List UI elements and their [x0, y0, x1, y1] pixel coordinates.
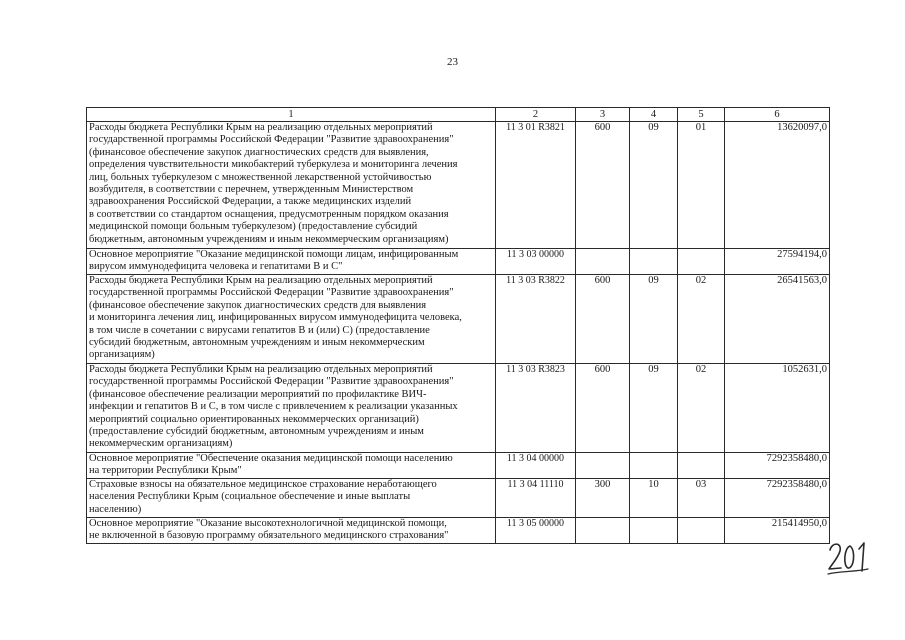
header-col-2: 2: [496, 108, 576, 122]
row-section: 09: [630, 275, 678, 364]
row-description: Расходы бюджета Республики Крым на реализацию отдельных мероприятий государственной программы Российской Федерации "Развитие здравоохранения" (финансовое обеспечение закупок диагностических средств для выявления, определения чувствительности микобактерий туберкулеза и мониторинга лечения лиц, больных туберкулезом с множественной лекарственной устойчивостью возбудителя, в соответствии с перечнем, утвержденным Министерством здравоохранения Российской Федерации, а также медицинских изделий в соответствии со стандартом оснащения, предусмотренным порядком оказания медицинской помощи больным туберкулезом) (предоставление субсидий бюджетным, автономным учреждениям и иным некоммерческим организациям): [87, 122, 496, 249]
row-amount: 26541563,0: [725, 275, 830, 364]
row-subsection: 01: [678, 122, 725, 249]
header-col-4: 4: [630, 108, 678, 122]
row-description: Основное мероприятие "Обеспечение оказания медицинской помощи населению на территории Республики Крым": [87, 453, 496, 479]
row-amount: 27594194,0: [725, 249, 830, 275]
header-col-3: 3: [576, 108, 630, 122]
row-expense-type: 600: [576, 122, 630, 249]
row-amount: 1052631,0: [725, 364, 830, 453]
header-col-6: 6: [725, 108, 830, 122]
row-expense-type: 300: [576, 479, 630, 518]
row-section: [630, 453, 678, 479]
row-description: Основное мероприятие "Оказание медицинской помощи лицам, инфицированным вирусом иммунодефицита человека и гепатитами В и С": [87, 249, 496, 275]
row-subsection: [678, 249, 725, 275]
row-section: [630, 249, 678, 275]
row-section: 09: [630, 364, 678, 453]
row-amount: 215414950,0: [725, 518, 830, 544]
row-code: 11 3 03 00000: [496, 249, 576, 275]
row-expense-type: 600: [576, 364, 630, 453]
header-col-5: 5: [678, 108, 725, 122]
table-row: [87, 518, 830, 544]
table-row: [87, 453, 830, 479]
header-col-1: 1: [87, 108, 496, 122]
row-subsection: [678, 518, 725, 544]
row-expense-type: 600: [576, 275, 630, 364]
table-row: [87, 275, 830, 364]
row-section: 10: [630, 479, 678, 518]
row-subsection: 02: [678, 364, 725, 453]
row-code: 11 3 04 00000: [496, 453, 576, 479]
page-number: 23: [447, 56, 458, 68]
table-row: [87, 249, 830, 275]
table-header-row: [87, 108, 830, 122]
budget-table: [86, 107, 830, 544]
table-row: [87, 364, 830, 453]
row-subsection: [678, 453, 725, 479]
row-amount: 13620097,0: [725, 122, 830, 249]
row-description: Расходы бюджета Республики Крым на реализацию отдельных мероприятий государственной программы Российской Федерации "Развитие здравоохранения" (финансовое обеспечение закупок диагностических средств для выявления и мониторинга лечения лиц, инфицированных вирусом иммунодефицита человека, в том числе в сочетании с вирусами гепатитов В и (или) С) (предоставление субсидий бюджетным, автономным учреждениям и иным некоммерческим организациям): [87, 275, 496, 364]
row-code: 11 3 04 11110: [496, 479, 576, 518]
row-subsection: 02: [678, 275, 725, 364]
row-expense-type: [576, 518, 630, 544]
row-description: Расходы бюджета Республики Крым на реализацию отдельных мероприятий государственной программы Российской Федерации "Развитие здравоохранения" (финансовое обеспечение реализации мероприятий по профилактике ВИЧ- инфекции и гепатитов В и С, в том числе с привлечением к реализации указанных мероприятий социально ориентированных некоммерческих организаций) (предоставление субсидий бюджетным, автономным учреждениям и иным некоммерческим организациям): [87, 364, 496, 453]
row-code: 11 3 05 00000: [496, 518, 576, 544]
row-amount: 7292358480,0: [725, 453, 830, 479]
row-expense-type: [576, 453, 630, 479]
row-expense-type: [576, 249, 630, 275]
row-section: [630, 518, 678, 544]
table-row: [87, 122, 830, 249]
row-description: Страховые взносы на обязательное медицинское страхование неработающего населения Республики Крым (социальное обеспечение и иные выплаты населению): [87, 479, 496, 518]
row-code: 11 3 03 R3823: [496, 364, 576, 453]
row-subsection: 03: [678, 479, 725, 518]
handwritten-page-mark: [826, 536, 870, 576]
row-description: Основное мероприятие "Оказание высокотехнологичной медицинской помощи, не включенной в базовую программу обязательного медицинского страхования": [87, 518, 496, 544]
table-row: [87, 479, 830, 518]
row-amount: 7292358480,0: [725, 479, 830, 518]
row-section: 09: [630, 122, 678, 249]
row-code: 11 3 01 R3821: [496, 122, 576, 249]
row-code: 11 3 03 R3822: [496, 275, 576, 364]
